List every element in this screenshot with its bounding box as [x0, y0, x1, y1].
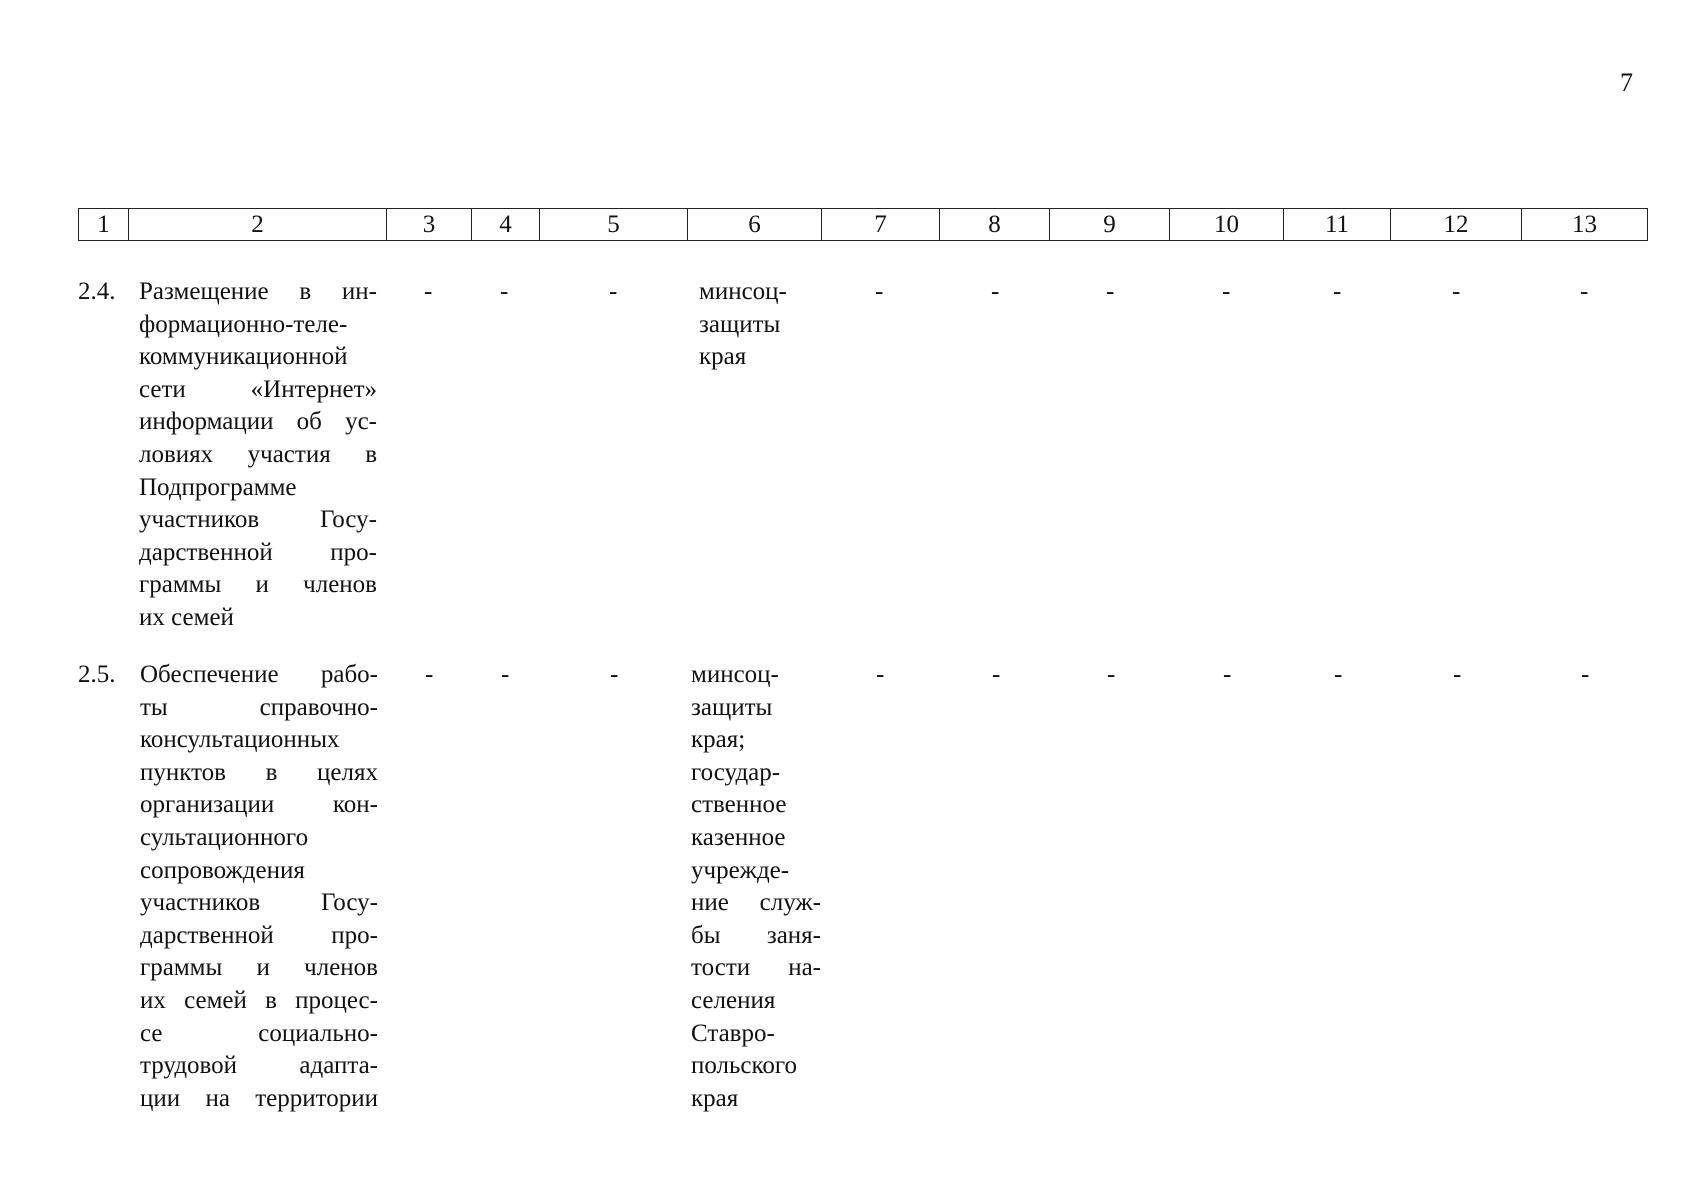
cell-col-4: -	[500, 278, 509, 305]
description-line	[140, 855, 378, 888]
description-line	[139, 537, 377, 570]
description-line	[139, 406, 377, 439]
row-description	[139, 276, 377, 635]
description-word: про-	[331, 921, 378, 949]
description-word: ции	[140, 1084, 181, 1112]
description-word: целях	[317, 758, 378, 786]
description-word: информации	[139, 408, 274, 436]
description-line	[140, 1018, 378, 1051]
description-line	[139, 504, 377, 537]
description-word: трудовой	[140, 1052, 238, 1080]
cell-col-4: -	[501, 661, 510, 688]
page-number: 7	[1620, 68, 1633, 97]
cell-col-9: -	[1106, 278, 1115, 305]
description-word: и	[255, 571, 269, 599]
executor-line: бы заня-	[691, 921, 821, 949]
description-line	[140, 920, 378, 953]
description-word: граммы	[140, 954, 223, 982]
header-col-2: 2	[129, 209, 387, 241]
header-col-12: 12	[1391, 209, 1522, 241]
description-word: участников	[139, 506, 260, 534]
description-line	[140, 1083, 378, 1116]
cell-col-13: -	[1581, 661, 1590, 688]
cell-col-7: -	[876, 661, 885, 688]
description-word: Обеспечение	[140, 661, 279, 688]
description-word: их	[140, 986, 166, 1014]
cell-col-10: -	[1222, 278, 1231, 305]
description-line	[140, 659, 378, 692]
header-col-3: 3	[387, 209, 472, 241]
description-word: справочно-	[259, 693, 378, 721]
cell-col-10: -	[1223, 661, 1232, 688]
cell-col-11: -	[1333, 278, 1342, 305]
description-line	[140, 985, 378, 1018]
header-col-8: 8	[940, 209, 1050, 241]
executor-line: минсоц-	[691, 661, 779, 688]
description-word: формационно-теле-	[139, 310, 348, 338]
description-word: в	[299, 278, 312, 305]
description-word: дарственной	[140, 921, 274, 949]
description-word: членов	[303, 571, 377, 599]
description-word: участников	[140, 889, 261, 917]
description-word: организации	[140, 791, 275, 819]
executor-line: защиты	[699, 310, 781, 338]
description-line	[140, 887, 378, 920]
description-word: социально-	[258, 1019, 378, 1047]
description-word: дарственной	[139, 538, 273, 566]
description-word: процес-	[295, 986, 378, 1014]
executor-line: ственное	[691, 791, 787, 819]
cell-col-3: -	[425, 661, 434, 688]
executor-line: государ-	[691, 758, 781, 786]
description-word: пунктов	[140, 758, 226, 786]
description-line	[140, 952, 378, 985]
description-word: Размещение	[139, 278, 269, 305]
executor	[691, 659, 821, 1115]
executor-line: защиты	[691, 693, 773, 721]
description-word: ты	[140, 693, 168, 721]
description-line	[139, 276, 377, 309]
cell-col-9: -	[1107, 661, 1116, 688]
description-word: консультационных	[140, 726, 340, 754]
description-word: граммы	[139, 571, 222, 599]
description-word: про-	[330, 538, 377, 566]
column-number-header	[78, 208, 1648, 241]
header-col-13: 13	[1522, 209, 1648, 241]
description-word: Подпрограмме	[139, 473, 297, 501]
row-description	[140, 659, 378, 1115]
description-word: их семей	[139, 603, 234, 631]
description-word: семей	[184, 986, 247, 1014]
description-word: сопровождения	[140, 856, 305, 884]
description-line	[139, 374, 377, 407]
cell-col-12: -	[1453, 661, 1462, 688]
description-word: се	[140, 1019, 163, 1047]
cell-col-3: -	[424, 278, 433, 305]
description-line	[140, 692, 378, 725]
description-word: в	[265, 758, 278, 786]
description-word: ловиях	[139, 440, 214, 468]
executor-line: Ставро-	[691, 1019, 775, 1047]
header-col-7: 7	[822, 209, 940, 241]
header-col-9: 9	[1050, 209, 1170, 241]
cell-col-7: -	[875, 278, 884, 305]
description-word: адапта-	[299, 1052, 378, 1080]
executor	[699, 276, 809, 374]
description-word: участия	[247, 440, 331, 468]
executor-line: польского	[691, 1052, 798, 1080]
description-word: «Интернет»	[250, 375, 377, 403]
description-line	[140, 1050, 378, 1083]
description-line	[140, 822, 378, 855]
description-line	[140, 757, 378, 790]
description-word: сультационного	[140, 823, 309, 851]
cell-col-5: -	[610, 661, 619, 688]
description-word: Госу-	[321, 889, 378, 917]
description-line	[139, 309, 377, 342]
description-word: на	[205, 1084, 230, 1112]
description-word: ин-	[341, 278, 377, 305]
executor-line: минсоц-	[699, 278, 787, 305]
cell-col-13: -	[1580, 278, 1589, 305]
executor-line: края	[691, 1084, 739, 1112]
executor-line: края;	[691, 726, 746, 754]
executor-line: края	[699, 343, 747, 371]
header-row	[79, 209, 1648, 241]
description-line	[139, 341, 377, 374]
header-col-1: 1	[79, 209, 129, 241]
cell-col-5: -	[609, 278, 618, 305]
row-number: 2.4.	[78, 278, 116, 305]
cell-col-11: -	[1334, 661, 1343, 688]
header-col-4: 4	[472, 209, 540, 241]
description-line	[139, 472, 377, 505]
cell-col-8: -	[992, 661, 1001, 688]
header-col-5: 5	[540, 209, 688, 241]
description-word: кон-	[332, 791, 378, 819]
cell-col-8: -	[991, 278, 1000, 305]
description-word: территории	[255, 1084, 378, 1112]
cell-col-12: -	[1452, 278, 1461, 305]
header-col-6: 6	[688, 209, 822, 241]
description-line	[139, 602, 377, 635]
executor-line: учрежде-	[691, 856, 790, 884]
header-col-11: 11	[1284, 209, 1391, 241]
description-word: сети	[139, 375, 186, 403]
description-word: рабо-	[320, 661, 378, 688]
description-word: и	[256, 954, 270, 982]
description-word: Госу-	[320, 506, 377, 534]
executor-line: селения	[691, 986, 776, 1014]
description-word: в	[365, 440, 377, 468]
executor-line: тости на-	[691, 954, 821, 982]
description-word: членов	[304, 954, 378, 982]
description-line	[140, 789, 378, 822]
executor-line: ние служ-	[691, 889, 821, 917]
description-line	[139, 439, 377, 472]
description-line	[140, 724, 378, 757]
row-number: 2.5.	[78, 661, 116, 688]
description-line	[139, 569, 377, 602]
executor-line: казенное	[691, 823, 786, 851]
description-word: ус-	[345, 408, 377, 436]
description-word: в	[265, 986, 277, 1014]
description-word: коммуникационной	[139, 343, 348, 371]
description-word: об	[296, 408, 322, 436]
header-col-10: 10	[1170, 209, 1284, 241]
